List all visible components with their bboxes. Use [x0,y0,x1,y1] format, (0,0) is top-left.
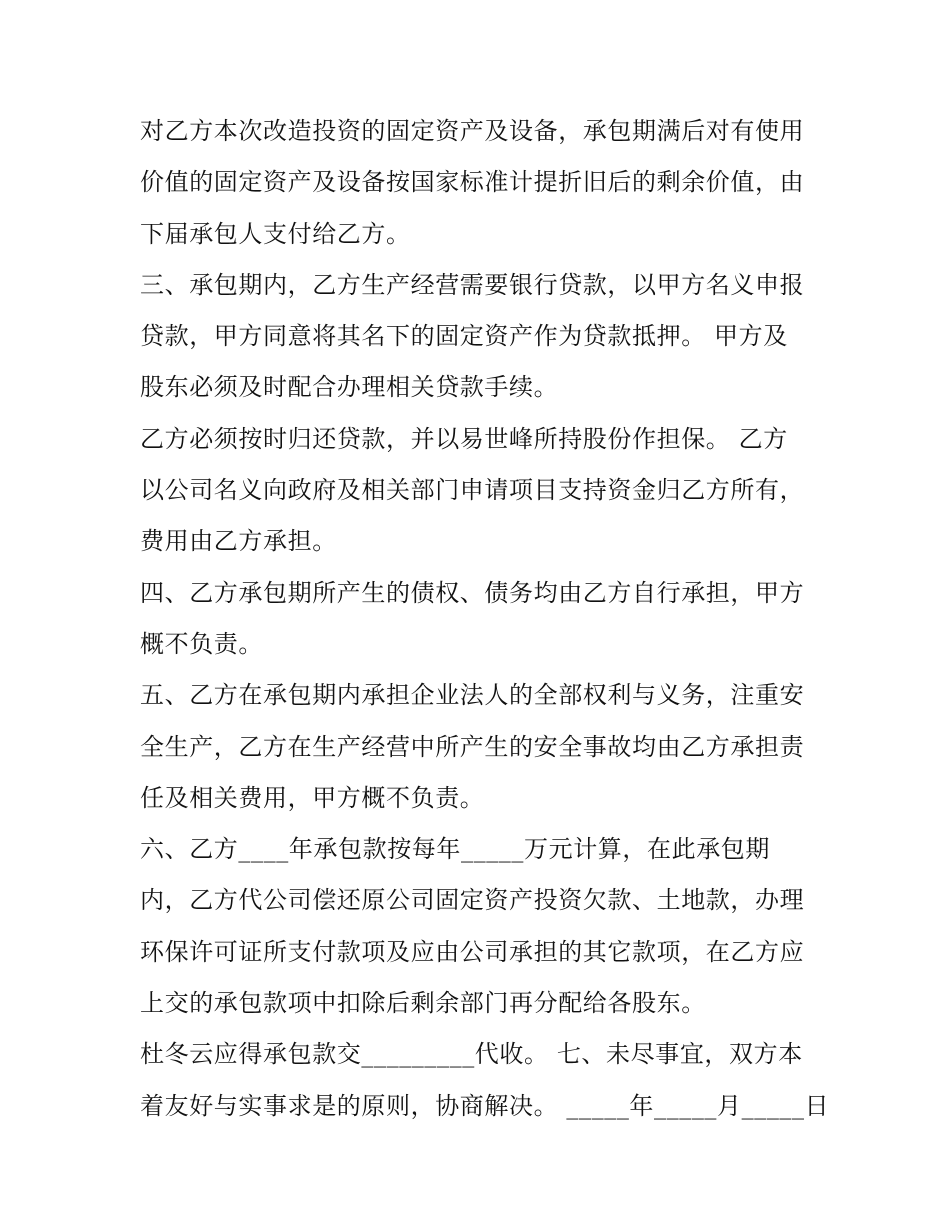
text-line: 股东必须及时配合办理相关贷款手续。 [140,373,559,402]
text-line: 内，乙方代公司偿还原公司固定资产投资欠款、土地款，办理 [140,886,805,915]
text-line: 下届承包人支付给乙方。 [140,219,411,248]
text-line: 任及相关费用，甲方概不负责。 [140,783,485,812]
text-line: 贷款，甲方同意将其名下的固定资产作为贷款抵押。 甲方及 [140,322,788,351]
text-line: 三、承包期内，乙方生产经营需要银行贷款，以甲方名义申报 [140,270,805,299]
text-line: 六、乙方____年承包款按每年_____万元计算，在此承包期 [140,835,770,864]
text-line: 环保许可证所支付款项及应由公司承担的其它款项，在乙方应 [140,937,805,966]
document-body [140,106,830,1132]
text-line: 全生产，乙方在生产经营中所产生的安全事故均由乙方承担责 [140,732,805,761]
text-line: 概不负责。 [140,629,263,658]
text-line: 四、乙方承包期所产生的债权、债务均由乙方自行承担，甲方 [140,578,805,607]
text-line: 着友好与实事求是的原则，协商解决。 _____年_____月_____日 [140,1091,830,1120]
text-line: 杜冬云应得承包款交_________代收。 七、未尽事宜，双方本 [140,1040,803,1069]
text-line: 上交的承包款项中扣除后剩余部门再分配给各股东。 [140,989,706,1018]
text-line: 以公司名义向政府及相关部门申请项目支持资金归乙方所有， [140,476,805,505]
text-line: 费用由乙方承担。 [140,527,337,556]
text-line: 对乙方本次改造投资的固定资产及设备，承包期满后对有使用 [140,117,805,145]
text-line: 乙方必须按时归还贷款，并以易世峰所持股份作担保。 乙方 [140,424,788,453]
text-line: 价值的固定资产及设备按国家标准计提折旧后的剩余价值，由 [140,168,805,197]
text-line: 五、乙方在承包期内承担企业法人的全部权利与义务，注重安 [140,681,805,710]
